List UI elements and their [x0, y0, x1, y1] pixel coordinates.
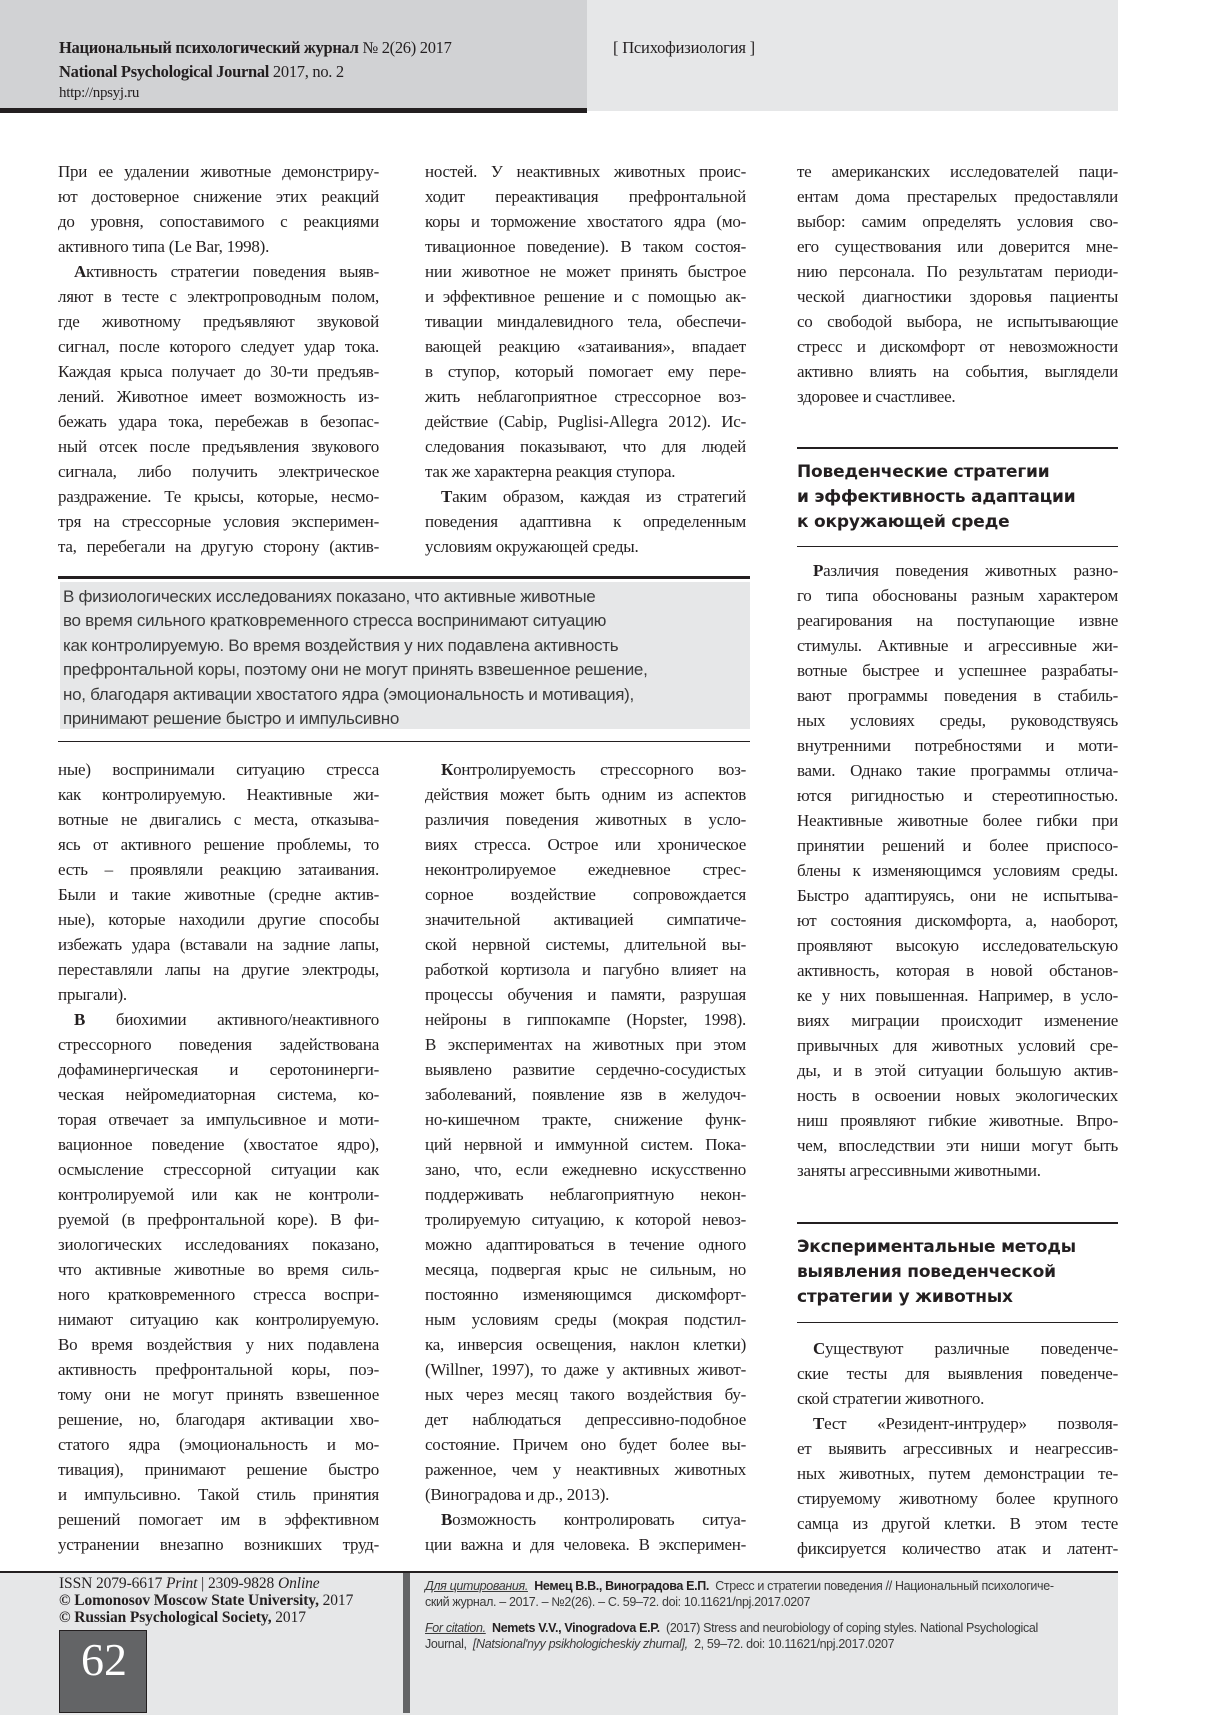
copyright-rps — [59, 1609, 306, 1627]
text-line: го типа обоснованы разным характером — [797, 586, 1118, 605]
text-line: ных через месяц такого воздействия бу- — [425, 1385, 746, 1404]
text-line: ды, и в этой ситуации большую актив- — [797, 1061, 1118, 1080]
text-line: вотные быстрее и успешнее разрабаты- — [797, 661, 1118, 680]
print-label: Print — [166, 1575, 198, 1592]
text-line: (Willner, 1997), то даже у активных живот- — [425, 1360, 746, 1379]
section-heading-methods — [797, 1235, 1118, 1310]
heading-line: и эффективность адаптации — [797, 487, 1076, 507]
pull-quote-line: префронтальной коры, поэтому они не могут принять взвешенное решение, — [63, 660, 648, 680]
text-line: ные), которые находили другие способы — [58, 910, 379, 929]
text-line: Неактивные животные более гибки при — [797, 811, 1118, 830]
text-line: раздражение. Те крысы, которые, несмо- — [58, 487, 379, 506]
text-line: где животному предъявляют звуковой — [58, 312, 379, 331]
text-line: выбор: самим определять условия сво- — [797, 212, 1118, 231]
citation-en — [425, 1620, 1115, 1652]
text-line: переставляли лапы на другие электроды, — [58, 960, 379, 979]
pull-quote-line: В физиологических исследованиях показано, что активные животные — [63, 587, 596, 606]
text-line: зиологических исследованиях показано, — [58, 1235, 379, 1254]
text-line: ке у них повышенная. Например, в усло- — [797, 986, 1118, 1005]
text-line: нейроны в гиппокампе (Hopster, 1998). — [425, 1010, 746, 1029]
issn-line — [59, 1575, 320, 1593]
text-line: тролируемую ситуацию, к которой невоз- — [425, 1210, 746, 1229]
initial-letter: С — [813, 1339, 826, 1358]
text-line: внутренними потребностями и моти- — [797, 736, 1118, 755]
journal-title-ru — [59, 38, 452, 58]
citation-ru — [425, 1578, 1115, 1610]
text-line: статого ядра (эмоциональность и мо- — [58, 1435, 379, 1454]
initial-letter: К — [441, 760, 454, 779]
text-line: принятии решений и более приспосо- — [797, 836, 1118, 855]
citation-authors: Немец В.В., Виноградова Е.П. — [534, 1579, 709, 1593]
text-line: решение, но, благодаря активации хво- — [58, 1410, 379, 1429]
text-line: прыгали). — [58, 985, 127, 1004]
text-line: постоянно изменяющимся дискомфорт- — [425, 1285, 746, 1304]
text-line: Быстро адаптируясь, они не испытыва- — [797, 886, 1118, 905]
text-line: ходит переактивация префронтальной — [425, 187, 746, 206]
text-line: работкой кортизола и пагубно влияет на — [425, 960, 746, 979]
text-line: ный отсек после предъявления звукового — [58, 437, 379, 456]
initial-letter: В — [441, 1510, 453, 1529]
paragraph-start-line: Тест «Резидент-интрудер» позволя- — [813, 1414, 1118, 1433]
text-line: сорное воздействие сопровождается — [425, 885, 746, 904]
text-line: поведения адаптивна к определенным — [425, 512, 746, 531]
text-line: ного кратковременного стресса воспри- — [58, 1285, 379, 1304]
citation-label: For citation. — [425, 1621, 486, 1635]
text-line: ные) воспринимали ситуацию стресса — [58, 760, 379, 779]
text-line: лений. Животное имеет возможность из- — [58, 387, 379, 406]
text-line: фиксируется количество атак и латент- — [797, 1539, 1118, 1558]
text-line: что активные животные во время силь- — [58, 1260, 379, 1279]
text-line: стрессорного поведения задействована — [58, 1035, 379, 1054]
text-line: торая отвечает за импульсивное и моти- — [58, 1110, 379, 1129]
text-line: чем, впоследствии эти ниши могут быть — [797, 1136, 1118, 1155]
text-line: Во время воздействия у них подавлена — [58, 1335, 379, 1354]
text-line: ентам дома престарелых предоставляли — [797, 187, 1118, 206]
citation-doi[interactable]: 2, 59–72. doi: 10.11621/npj.2017.0207 — [694, 1637, 895, 1651]
text-line: бежать удара тока, перебежав в безопас- — [58, 412, 379, 431]
text-line: В экспериментах на животных при этом — [425, 1035, 746, 1054]
text-line: тивация), принимают решение быстро — [58, 1460, 379, 1479]
text-line: различия поведения животных в усло- — [425, 810, 746, 829]
text-line: решений помогает им в эффективном — [58, 1510, 379, 1529]
text-line: вают программы поведения в стабиль- — [797, 686, 1118, 705]
text-line: ций нервной и иммунной систем. Пока- — [425, 1135, 746, 1154]
pull-quote-line: принимают решение быстро и импульсивно — [63, 709, 399, 728]
citation-authors: Nemets V.V., Vinogradova E.P. — [492, 1621, 660, 1635]
text-line: ность в освоении новых экологических — [797, 1086, 1118, 1105]
issn-print: ISSN 2079-6617 — [59, 1575, 163, 1592]
text-line: нии животное не может принять быстрое — [425, 262, 746, 281]
text-line: условиям окружающей среды. — [425, 537, 639, 556]
column-3-mid — [797, 558, 1118, 1183]
section-rule-top — [797, 447, 1118, 449]
text-line: вотные не двигались с места, отказыва- — [58, 810, 379, 829]
text-line: нию персонала. По результатам периоди- — [797, 262, 1118, 281]
text-line: виях миграции происходит изменение — [797, 1011, 1118, 1030]
text-line: Каждая крыса получает до 30-ти предъяв- — [58, 362, 379, 381]
text-line: до уровня, сопоставимого с реакциями — [58, 212, 379, 231]
text-line: вационное поведение (хвостатое ядро), — [58, 1135, 379, 1154]
text-line: стимулы. Активные и агрессивные жи- — [797, 636, 1118, 655]
issn-online: | 2309-9828 — [201, 1575, 275, 1592]
page-number: 62 — [81, 1634, 127, 1685]
pull-quote-line: но, благодаря активации хвостатого ядра (эмоциональность и мотивация), — [63, 684, 634, 704]
text-line: привычных для животных условий сре- — [797, 1036, 1118, 1055]
text-line: виях стресса. Острое или хроническое — [425, 835, 746, 854]
text-line: процессы обучения и памяти, разрушая — [425, 985, 746, 1004]
text-line: реагирования на поступающие извне — [797, 611, 1118, 630]
journal-name-ru: Национальный психологический журнал — [59, 38, 359, 57]
text-line: заняты агрессивными животными. — [797, 1161, 1041, 1180]
footer-divider — [403, 1573, 410, 1713]
initial-letter: В — [74, 1010, 86, 1029]
text-line: контролируемой или как не контроли- — [58, 1185, 379, 1204]
text-line: тивационное поведение). В таком состоя- — [425, 237, 746, 256]
text-line: стируемому животному более крупного — [797, 1489, 1118, 1508]
text-line: Были и такие животные (средне актив- — [58, 885, 379, 904]
column-3-bottom — [797, 1336, 1118, 1561]
text-line: заболеваний, появление язв в желудоч- — [425, 1085, 746, 1104]
text-line: осмысление стрессорной ситуации как — [58, 1160, 379, 1179]
heading-line: стратегии у животных — [797, 1287, 1013, 1307]
text-line: та, перебегали на другую сторону (актив- — [58, 537, 379, 556]
page-number-box — [59, 1630, 147, 1713]
heading-line: к окружающей среде — [797, 512, 1010, 532]
text-line: ка, инверсия освещения, наклон клетки) — [425, 1335, 746, 1354]
text-line: (Виноградова и др., 2013). — [425, 1485, 610, 1504]
text-line: ет выявить агрессивных и неагрессив- — [797, 1439, 1118, 1458]
section-rule-bottom — [797, 546, 1118, 547]
initial-letter: Т — [441, 487, 453, 506]
text-line: дет наблюдаться депрессивно-подобное — [425, 1410, 746, 1429]
text-line: ские тесты для выявления поведенче- — [797, 1364, 1118, 1383]
section-rubric: [ Психофизиология ] — [613, 38, 755, 57]
text-line: значительной активацией симпатиче- — [425, 910, 746, 929]
initial-letter: Р — [813, 561, 824, 580]
text-line: ных животных, путем демонстрации те- — [797, 1464, 1118, 1483]
paragraph-start-line: Таким образом, каждая из стратегий — [441, 487, 746, 506]
text-line: сигнал, после которого следует удар тока. — [58, 337, 379, 356]
paragraph-start-line: Различия поведения животных разно- — [813, 561, 1118, 580]
text-line: месяца, подвергая крыс не сильным, но — [425, 1260, 746, 1279]
text-line: активно влиять на события, выглядели — [797, 362, 1118, 381]
journal-name-en: National Psychological Journal — [59, 62, 270, 81]
copyright-year: 2017 — [275, 1609, 306, 1626]
header-rule — [0, 108, 587, 113]
text-line: можно адаптироваться в течение одного — [425, 1235, 746, 1254]
text-line: ниш проявляют гибкие животные. Впро- — [797, 1111, 1118, 1130]
section-heading-strategies — [797, 460, 1118, 535]
text-line: ностей. У неактивных животных проис- — [425, 162, 746, 181]
text-line: ют состояния дискомфорта, а, наоборот, — [797, 911, 1118, 930]
text-line: его существования или доверится мне- — [797, 237, 1118, 256]
text-line: активность, которая в новой обстанов- — [797, 961, 1118, 980]
citation-text: Стресс и стратегии поведения // Национальный психологиче- — [715, 1579, 1054, 1593]
column-1-bottom — [58, 757, 379, 1557]
initial-letter: Т — [813, 1414, 825, 1433]
text-line: зано, что, если ежедневно искусственно — [425, 1160, 746, 1179]
text-line: проявляют высокую исследовательскую — [797, 936, 1118, 955]
column-2-top — [425, 159, 746, 559]
text-line: ской стратегии животного. — [797, 1389, 985, 1408]
text-line: ются ригидностью и стереотипностью. — [797, 786, 1118, 805]
paragraph-start-line: Контролируемость стрессорного воз- — [441, 760, 746, 779]
text-line: состояние. Причем оно будет более вы- — [425, 1435, 746, 1454]
text-line: ным условиям среды (мокрая подстил- — [425, 1310, 746, 1329]
text-line: и эффективное решение и с помощью ак- — [425, 287, 746, 306]
text-line: ской нервной системы, длительной вы- — [425, 935, 746, 954]
text-line: жить неблагоприятное стрессорное воз- — [425, 387, 746, 406]
text-line: устранении внезапно возникших труд- — [58, 1535, 379, 1554]
column-2-bottom — [425, 757, 746, 1557]
column-1-top — [58, 159, 379, 559]
journal-title-en — [59, 62, 344, 82]
text-line: избежать удара (вставали на задние лапы, — [58, 935, 379, 954]
text-line: действия может быть одним из аспектов — [425, 785, 746, 804]
text-line: нимают ситуацию как контролируемую. — [58, 1310, 379, 1329]
text-line: вающей реакцию «затаивания», впадает — [425, 337, 746, 356]
text-line: дофаминергическая и серотонинерги- — [58, 1060, 379, 1079]
text-line: ции важна и для человека. В эксперимен- — [425, 1535, 746, 1554]
citation-journal: [Natsional'nyy psikhologicheskiy zhurnal], — [472, 1637, 688, 1651]
text-line: есть – проявляли реакцию затаивания. — [58, 860, 379, 879]
text-line: При ее удалении животные демонстриру- — [58, 162, 379, 181]
heading-line: Экспериментальные методы — [797, 1237, 1076, 1257]
copyright-msu — [59, 1592, 353, 1610]
paragraph-start-line: Существуют различные поведенче- — [813, 1339, 1118, 1358]
column-3-top — [797, 159, 1118, 409]
citation-text[interactable]: ский журнал. – 2017. – №2(26). – С. 59–72. doi: 10.11621/npj.2017.0207 — [425, 1595, 811, 1609]
text-line: руемой (в префронтальной коре). В фи- — [58, 1210, 379, 1229]
text-line: ясь от активного решение проблемы, то — [58, 835, 379, 854]
copyright-year: 2017 — [322, 1592, 354, 1609]
text-line: и импульсивно. Такой стиль принятия — [58, 1485, 379, 1504]
pull-quote-rule-top — [58, 576, 750, 579]
text-line: со свободой выбора, не испытывающие — [797, 312, 1118, 331]
text-line: вами. Однако такие программы отлича- — [797, 761, 1118, 780]
text-line: тря на стрессорные условия эксперимен- — [58, 512, 379, 531]
text-line: ческая нейромедиаторная система, ко- — [58, 1085, 379, 1104]
section-rule-top — [797, 1222, 1118, 1224]
section-rule-bottom — [797, 1322, 1118, 1323]
pull-quote-line: во время сильного кратковременного стресса воспринимают ситуацию — [63, 611, 607, 631]
text-line: активного типа (Le Bar, 1998). — [58, 237, 270, 256]
heading-line: Поведенческие стратегии — [797, 462, 1050, 482]
text-line: поддерживать неблагоприятную некон- — [425, 1185, 746, 1204]
citation-text: (2017) Stress and neurobiology of coping styles. National Psychological — [666, 1621, 1038, 1635]
text-line: тивации миндалевидного тела, обеспечи- — [425, 312, 746, 331]
paragraph-start-line: В биохимии активного/неактивного — [74, 1010, 379, 1029]
text-line: следования показывают, что для людей — [425, 437, 746, 456]
text-line: самца из другой клетки. В этом тесте — [797, 1514, 1118, 1533]
text-line: те американских исследователей паци- — [797, 162, 1118, 181]
text-line: активность префронтальной коры, поэ- — [58, 1360, 379, 1379]
citation-text: Journal, — [425, 1637, 467, 1651]
copyright-holder: © Russian Psychological Society, — [59, 1609, 272, 1626]
copyright-holder: © Lomonosov Moscow State University, — [59, 1592, 319, 1609]
text-line: сигнала, либо получить электрическое — [58, 462, 379, 481]
text-line: ляют в тесте с электропроводным полом, — [58, 287, 379, 306]
initial-letter: А — [74, 262, 87, 281]
text-line: но-кишечном тракте, снижение функ- — [425, 1110, 746, 1129]
pull-quote-line: как контролируемую. Во время воздействия у них подавлена активность — [63, 635, 619, 655]
journal-url[interactable]: http://npsyj.ru — [59, 85, 140, 101]
text-line: действие (Cabip, Puglisi-Allegra 2012). Ис- — [425, 412, 746, 431]
text-line: стресс и дискомфорт от невозможности — [797, 337, 1118, 356]
issue-ru: № 2(26) 2017 — [362, 38, 452, 57]
text-line: как контролируемую. Неактивные жи- — [58, 785, 379, 804]
paragraph-start-line: Возможность контролировать ситуа- — [441, 1510, 746, 1529]
text-line: раженное, чем у неактивных животных — [425, 1460, 746, 1479]
text-line: ческой диагностики здоровья пациенты — [797, 287, 1118, 306]
issue-en: 2017, no. 2 — [272, 62, 344, 81]
text-line: ных условиях среды, руководствуясь — [797, 711, 1118, 730]
text-line: коры и торможение хвостатого ядра (мо- — [425, 212, 746, 231]
text-line: в ступор, который помогает ему пере- — [425, 362, 746, 381]
text-line: так же характерна реакция ступора. — [425, 462, 676, 481]
text-line: неконтролируемое ежедневное стрес- — [425, 860, 746, 879]
citation-label: Для цитирования. — [425, 1579, 528, 1593]
text-line: ют достоверное снижение этих реакций — [58, 187, 379, 206]
text-line: тому они не могут принять взвешенное — [58, 1385, 379, 1404]
online-label: Online — [278, 1575, 320, 1592]
paragraph-start-line: Активность стратегии поведения выяв- — [74, 262, 379, 281]
pull-quote-rule-bottom — [58, 741, 750, 742]
heading-line: выявления поведенческой — [797, 1262, 1056, 1282]
text-line: выявлено развитие сердечно-сосудистых — [425, 1060, 746, 1079]
text-line: здоровее и счастливее. — [797, 387, 956, 406]
text-line: блены к изменяющимся условиям среды. — [797, 861, 1118, 880]
